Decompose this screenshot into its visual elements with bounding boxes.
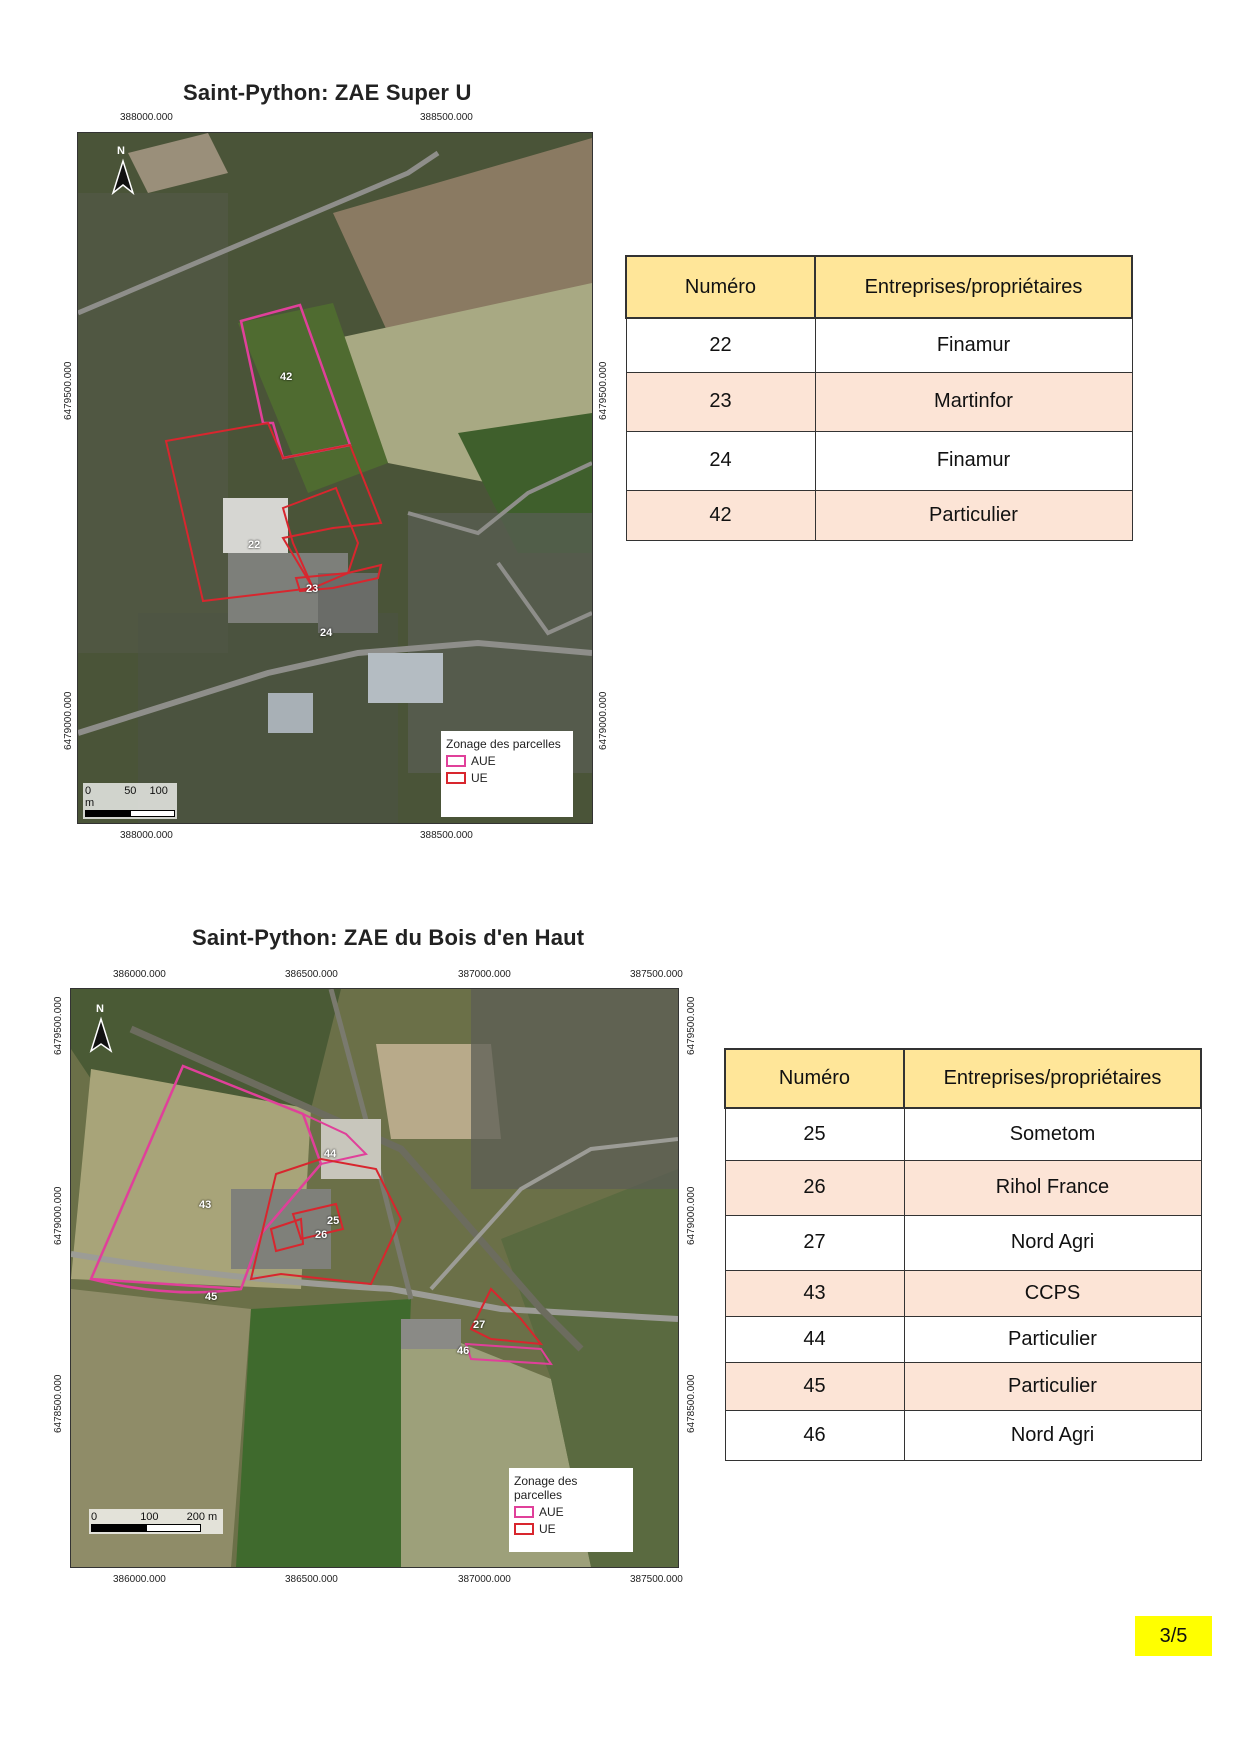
table-row (725, 1270, 1201, 1316)
table-cell-number: 22 (626, 318, 815, 372)
table-cell-owner: Nord Agri (904, 1215, 1201, 1270)
table-row (626, 318, 1132, 372)
table-row (725, 1362, 1201, 1410)
map2-parcel-label: 45 (205, 1291, 218, 1303)
table-cell-owner: Martinfor (815, 372, 1132, 431)
map2-x-tick-bottom-2: 386500.000 (285, 1574, 338, 1585)
map1-scale-0: 0 (85, 785, 92, 797)
map2-y-tick-left-2: 6479000.000 (53, 1186, 64, 1245)
table-cell-owner: Finamur (815, 431, 1132, 490)
map1-owners-table (625, 255, 1133, 541)
table-cell-number: 43 (725, 1270, 904, 1316)
map2-aerial-map (70, 988, 679, 1568)
table-row (626, 490, 1132, 540)
table-cell-owner: Rihol France (904, 1160, 1201, 1215)
table-cell-owner: Sometom (904, 1108, 1201, 1160)
map2-parcel-label: 27 (473, 1319, 486, 1331)
map2-y-tick-right-1: 6479500.000 (686, 996, 697, 1055)
table-row (725, 1215, 1201, 1270)
map1-legend-aue: AUE (471, 754, 496, 768)
map2-x-tick-top-4: 387500.000 (630, 969, 683, 980)
map1-x-tick-top-1: 388000.000 (120, 112, 173, 123)
map1-parcel-label: 23 (306, 583, 319, 595)
table-cell-owner: Particulier (904, 1316, 1201, 1362)
table-cell-number: 25 (725, 1108, 904, 1160)
map1-y-tick-left-1: 6479500.000 (63, 361, 74, 420)
map2-parcel-label: 43 (199, 1199, 212, 1211)
table-row (725, 1160, 1201, 1215)
map2-legend-title: Zonage des parcelles (514, 1474, 578, 1502)
map2-parcel-label: 46 (457, 1345, 470, 1357)
map2-owners-table (724, 1048, 1202, 1461)
table-row (725, 1410, 1201, 1460)
map1-legend-title: Zonage des parcelles (446, 737, 561, 751)
table-cell-number: 24 (626, 431, 815, 490)
map1-legend (441, 731, 573, 817)
table-cell-number: 44 (725, 1316, 904, 1362)
table-header-numero: Numéro (725, 1049, 904, 1108)
map2-legend (509, 1468, 633, 1552)
map1-y-tick-left-2: 6479000.000 (63, 691, 74, 750)
map1-title: Saint-Python: ZAE Super U (183, 80, 472, 105)
map1-aerial-image (78, 133, 592, 823)
map1-aerial-map (77, 132, 593, 824)
ue-swatch-icon (514, 1523, 534, 1535)
map2-scale-0: 0 (91, 1511, 98, 1523)
aue-swatch-icon (514, 1506, 534, 1518)
map2-y-tick-left-1: 6479500.000 (53, 996, 64, 1055)
map2-x-tick-top-1: 386000.000 (113, 969, 166, 980)
map2-legend-ue: UE (539, 1522, 556, 1536)
table-cell-owner: Finamur (815, 318, 1132, 372)
table-row (725, 1108, 1201, 1160)
map2-parcel-label: 26 (315, 1229, 328, 1241)
table-cell-owner: Particulier (815, 490, 1132, 540)
aue-swatch-icon (446, 755, 466, 767)
map1-parcel-label: 42 (280, 371, 293, 383)
map2-y-tick-left-3: 6478500.000 (53, 1374, 64, 1433)
table-cell-number: 27 (725, 1215, 904, 1270)
ue-swatch-icon (446, 772, 466, 784)
map1-x-tick-bottom-1: 388000.000 (120, 830, 173, 841)
map1-y-tick-right-1: 6479500.000 (598, 361, 609, 420)
map2-scale-100: 100 (140, 1511, 159, 1523)
map2-x-tick-top-2: 386500.000 (285, 969, 338, 980)
map2-scale-200: 200 m (186, 1511, 218, 1523)
map1-scale-50: 50 (124, 785, 137, 797)
table-cell-number: 46 (725, 1410, 904, 1460)
map1-parcel-label: 24 (320, 627, 333, 639)
map1-legend-ue: UE (471, 771, 488, 785)
table-cell-number: 42 (626, 490, 815, 540)
map1-parcel-label: 22 (248, 539, 261, 551)
table-cell-number: 45 (725, 1362, 904, 1410)
map2-scale (89, 1509, 223, 1534)
map2-x-tick-bottom-4: 387500.000 (630, 1574, 683, 1585)
table-cell-owner: Particulier (904, 1362, 1201, 1410)
map2-title: Saint-Python: ZAE du Bois d'en Haut (192, 925, 585, 950)
table-cell-number: 26 (725, 1160, 904, 1215)
map1-north-label: N (117, 145, 125, 157)
table-cell-owner: CCPS (904, 1270, 1201, 1316)
table-row (626, 431, 1132, 490)
page-number-badge: 3/5 (1135, 1616, 1212, 1656)
map2-x-tick-bottom-1: 386000.000 (113, 1574, 166, 1585)
table-header-numero: Numéro (626, 256, 815, 318)
map2-y-tick-right-3: 6478500.000 (686, 1374, 697, 1433)
table-row (626, 372, 1132, 431)
map2-parcel-label: 44 (324, 1148, 337, 1160)
map2-parcel-label: 25 (327, 1215, 340, 1227)
table-header-owner: Entreprises/propriétaires (904, 1049, 1201, 1108)
table-header-owner: Entreprises/propriétaires (815, 256, 1132, 318)
table-cell-owner: Nord Agri (904, 1410, 1201, 1460)
map1-x-tick-bottom-2: 388500.000 (420, 830, 473, 841)
map2-legend-aue: AUE (539, 1505, 564, 1519)
table-cell-number: 23 (626, 372, 815, 431)
map1-scale (83, 783, 177, 819)
map2-y-tick-right-2: 6479000.000 (686, 1186, 697, 1245)
map2-x-tick-top-3: 387000.000 (458, 969, 511, 980)
map1-scale-100: 100 m (85, 785, 168, 809)
map2-x-tick-bottom-3: 387000.000 (458, 1574, 511, 1585)
map1-y-tick-right-2: 6479000.000 (598, 691, 609, 750)
map2-north-label: N (96, 1003, 104, 1015)
table-row (725, 1316, 1201, 1362)
map1-x-tick-top-2: 388500.000 (420, 112, 473, 123)
